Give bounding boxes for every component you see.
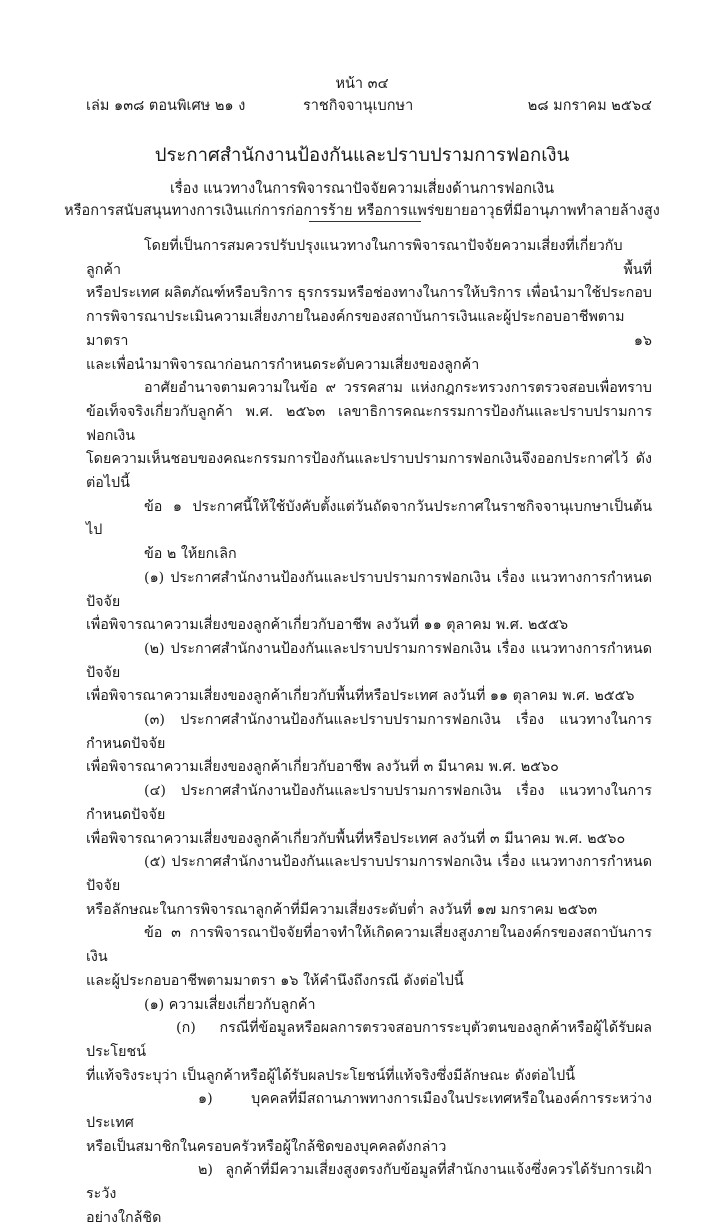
clause-1: ข้อ ๑ ประกาศนี้ให้ใช้บังคับตั้งแต่วันถัดจากวันประกาศในราชกิจจานุเบกษาเป็นต้นไป bbox=[86, 498, 652, 539]
risk-subitem: (ก) กรณีที่ข้อมูลหรือผลการตรวจสอบการระบุตัวตนของลูกค้าหรือผู้ได้รับผลประโยชน์ bbox=[86, 1020, 652, 1060]
title-divider bbox=[309, 221, 421, 222]
gazette-header bbox=[86, 94, 652, 114]
clause-3: ข้อ ๓ การพิจารณาปัจจัยที่อาจทำให้เกิดความเสี่ยงสูงภายในองค์กรของสถาบันการเงิน bbox=[86, 925, 652, 966]
gazette-name: ราชกิจจานุเบกษา bbox=[303, 98, 414, 114]
document-body bbox=[86, 235, 652, 1231]
preamble-line: โดยที่เป็นการสมควรปรับปรุงแนวทางในการพิจารณาปัจจัยความเสี่ยงที่เกี่ยวกับลูกค้า พื้นที่ bbox=[86, 238, 652, 278]
clause-3-continued: และผู้ประกอบอาชีพตามมาตรา ๑๖ ให้คำนึงถึงกรณี ดังต่อไปนี้ bbox=[86, 972, 464, 989]
repealed-item: (๔) ประกาศสำนักงานป้องกันและปราบปรามการฟอกเงิน เรื่อง แนวทางในการกำหนดปัจจัย bbox=[86, 783, 652, 823]
repealed-item-continued: เพื่อพิจารณาความเสี่ยงของลูกค้าเกี่ยวกับอาชีพ ลงวันที่ ๓ มีนาคม พ.ศ. ๒๕๖๐ bbox=[86, 759, 559, 776]
authority-line: ข้อเท็จจริงเกี่ยวกับลูกค้า พ.ศ. ๒๕๖๓ เลขาธิการคณะกรรมการป้องกันและปราบปรามการฟอกเงิน bbox=[86, 403, 652, 444]
risk-detail: ๑) บุคคลที่มีสถานภาพทางการเมืองในประเทศหรือในองค์การระหว่างประเทศ bbox=[86, 1091, 652, 1132]
risk-detail: ๒) ลูกค้าที่มีความเสี่ยงสูงตรงกับข้อมูลที่สำนักงานแจ้งซึ่งควรได้รับการเฝ้าระวัง bbox=[86, 1162, 652, 1203]
repealed-item: (๓) ประกาศสำนักงานป้องกันและปราบปรามการฟอกเงิน เรื่อง แนวทางในการกำหนดปัจจัย bbox=[86, 712, 652, 752]
page-number: หน้า ๓๔ bbox=[335, 76, 389, 92]
authority-line: อาศัยอำนาจตามความในข้อ ๙ วรรคสาม แห่งกฎกระทรวงการตรวจสอบเพื่อทราบ bbox=[144, 380, 652, 397]
risk-detail-continued: หรือเป็นสมาชิกในครอบครัวหรือผู้ใกล้ชิดของบุคคลดังกล่าว bbox=[86, 1138, 447, 1155]
publication-date: ๒๘ มกราคม ๒๕๖๔ bbox=[527, 98, 652, 114]
repealed-item: (๑) ประกาศสำนักงานป้องกันและปราบปรามการฟอกเงิน เรื่อง แนวทางการกำหนดปัจจัย bbox=[86, 569, 652, 610]
preamble-line: และเพื่อนำมาพิจารณาก่อนการกำหนดระดับความเสี่ยงของลูกค้า bbox=[86, 356, 480, 373]
volume-issue: เล่ม ๑๓๘ ตอนพิเศษ ๒๑ ง bbox=[86, 98, 246, 114]
preamble-line: การพิจารณาประเมินความเสี่ยงภายในองค์กรของสถาบันการเงินและผู้ประกอบอาชีพตามมาตรา ๑๖ bbox=[86, 309, 652, 349]
preamble-line: หรือประเทศ ผลิตภัณฑ์หรือบริการ ธุรกรรมหรือช่องทางในการให้บริการ เพื่อนำมาใช้ประกอบ bbox=[86, 285, 652, 302]
risk-detail-continued: อย่างใกล้ชิด bbox=[86, 1209, 162, 1226]
document-title: ประกาศสำนักงานป้องกันและปราบปรามการฟอกเงิน bbox=[154, 145, 570, 166]
risk-subitem-continued: ที่แท้จริงระบุว่า เป็นลูกค้าหรือผู้ได้รับผลประโยชน์ที่แท้จริงซึ่งมีลักษณะ ดังต่อไปนี้ bbox=[86, 1067, 575, 1084]
document-subject-continued: หรือการสนับสนุนทางการเงินแก่การก่อการร้าย หรือการแพร่ขยายอาวุธที่มีอานุภาพทำลายล้างสูง bbox=[64, 203, 660, 219]
repealed-item-continued: เพื่อพิจารณาความเสี่ยงของลูกค้าเกี่ยวกับพื้นที่หรือประเทศ ลงวันที่ ๑๑ ตุลาคม พ.ศ. ๒๕๕๖ bbox=[86, 688, 635, 705]
document-subject: เรื่อง แนวทางในการพิจารณาปัจจัยความเสี่ยงด้านการฟอกเงิน bbox=[169, 181, 555, 197]
repealed-item-continued: เพื่อพิจารณาความเสี่ยงของลูกค้าเกี่ยวกับพื้นที่หรือประเทศ ลงวันที่ ๓ มีนาคม พ.ศ. ๒๕๖๐ bbox=[86, 830, 626, 847]
repealed-item: (๕) ประกาศสำนักงานป้องกันและปราบปรามการฟอกเงิน เรื่อง แนวทางการกำหนดปัจจัย bbox=[86, 854, 652, 894]
repealed-item-continued: เพื่อพิจารณาความเสี่ยงของลูกค้าเกี่ยวกับอาชีพ ลงวันที่ ๑๑ ตุลาคม พ.ศ. ๒๕๕๖ bbox=[86, 617, 569, 634]
risk-category: (๑) ความเสี่ยงเกี่ยวกับลูกค้า bbox=[144, 996, 316, 1013]
repealed-item-continued: หรือลักษณะในการพิจารณาลูกค้าที่มีความเสี่ยงระดับต่ำ ลงวันที่ ๑๗ มกราคม ๒๕๖๓ bbox=[86, 901, 598, 918]
repealed-item: (๒) ประกาศสำนักงานป้องกันและปราบปรามการฟอกเงิน เรื่อง แนวทางการกำหนดปัจจัย bbox=[86, 640, 652, 681]
authority-line: โดยความเห็นชอบของคณะกรรมการป้องกันและปราบปรามการฟอกเงินจึงออกประกาศไว้ ดังต่อไปนี้ bbox=[86, 451, 652, 492]
clause-2: ข้อ ๒ ให้ยกเลิก bbox=[144, 546, 237, 563]
